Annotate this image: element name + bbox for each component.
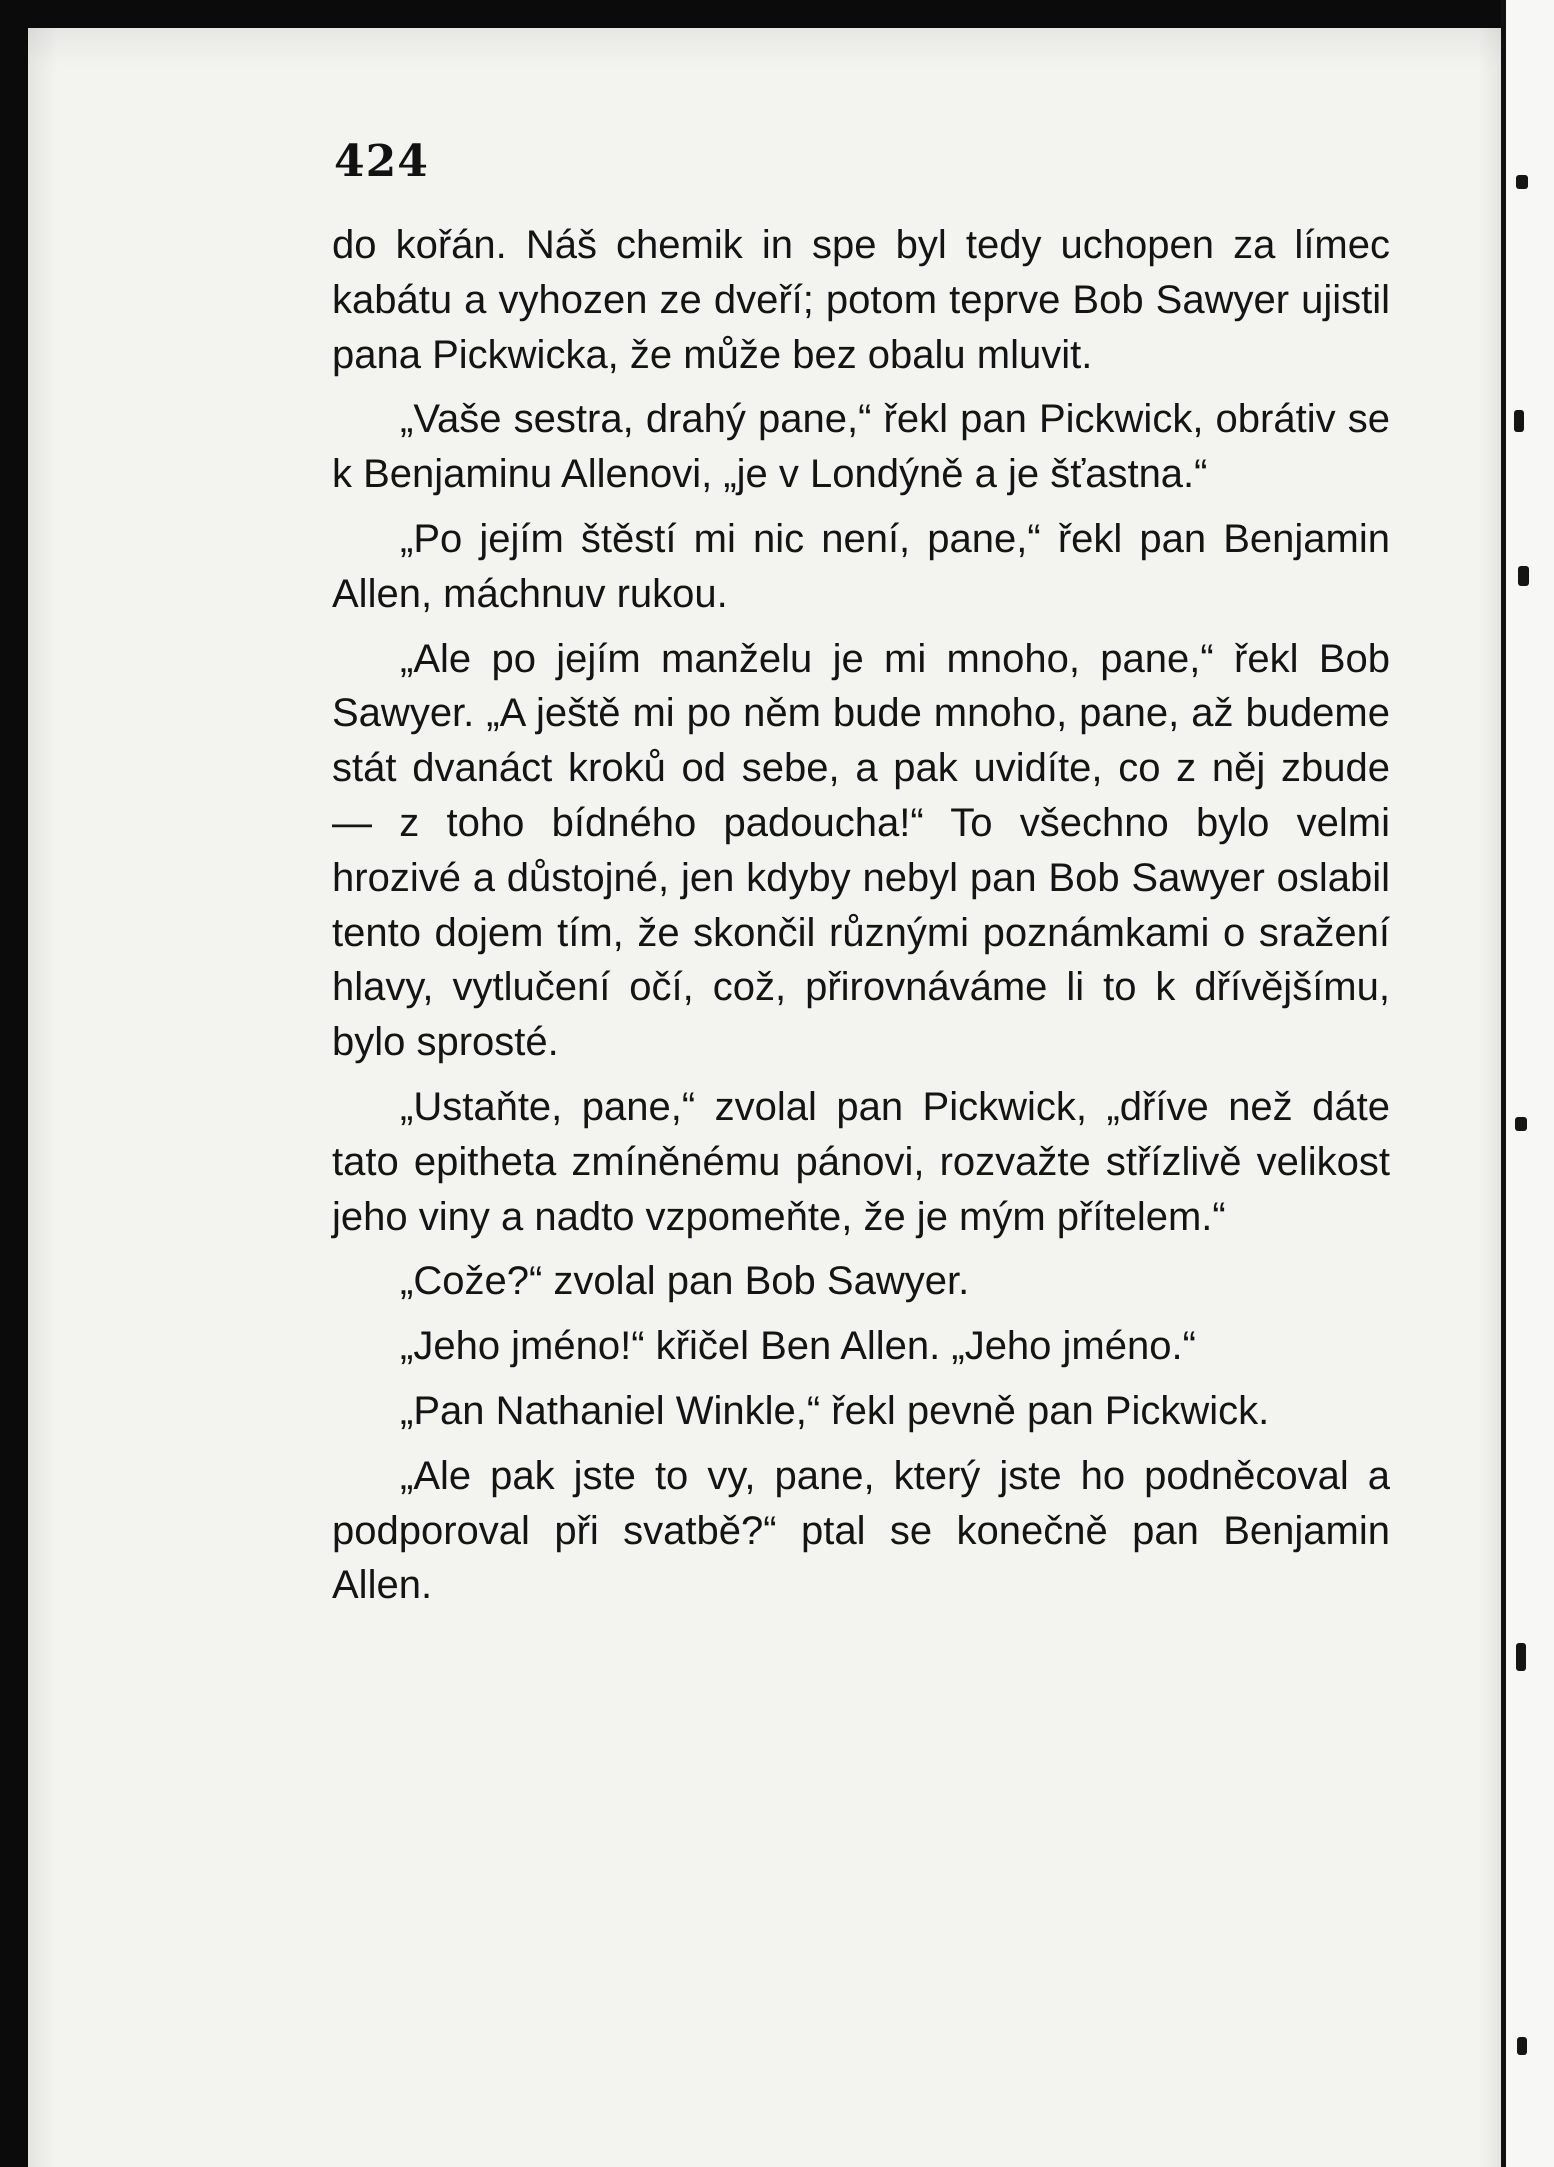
paragraph: „Ale pak jste to vy, pane, který jste ho podněcoval a podporoval při svatbě?“ ptal se konečně pan Benjamin Allen.: [332, 1453, 1390, 1608]
paragraph: do kořán. Náš chemik in spe byl tedy uchopen za límec kabátu a vyhozen ze dveří; potom teprve Bob Sawyer ujistil pana Pickwicka, že může bez obalu mluvit.: [332, 223, 1390, 377]
paragraph: „Ustaňte, pane,“ zvolal pan Pickwick, „dříve než dáte tato epitheta zmíněnému pánovi, rozvažte střízlivě velikost jeho viny a nadto vzpomeňte, že je mým přítelem.“: [332, 1084, 1390, 1239]
paragraph: „Vaše sestra, drahý pane,“ řekl pan Pickwick, obrátiv se k Benjaminu Allenovi, „je v Londýně a je šťastna.“: [332, 397, 1390, 497]
paragraph: „Po jejím štěstí mi nic není, pane,“ řekl pan Benjamin Allen, máchnuv rukou.: [332, 516, 1390, 616]
ink-speck: [1516, 1643, 1526, 1671]
ink-speck: [1514, 410, 1524, 432]
paper-sheet: [28, 28, 1518, 2167]
page-number: 424: [334, 136, 429, 187]
ink-speck: [1518, 566, 1529, 586]
paragraph: „Cože?“ zvolal pan Bob Sawyer.: [400, 1259, 970, 1304]
page-body-text: [332, 218, 1390, 1623]
ink-speck: [1516, 175, 1528, 189]
paragraph: „Ale po jejím manželu je mi mnoho, pane,“ řekl Bob Sawyer. „A ještě mi po něm bude mnoho, pane, až budeme stát dvanáct kroků od sebe, a pak uvidíte, co z něj zbude — z toho bídného padoucha!“ To všechno bylo velmi hrozivé a důstojné, jen kdyby nebyl pan Bob Sawyer oslabil tento dojem tím, že skončil různými poznámkami o sražení hlavy, vytlučení očí, což, přirovnáváme li to k dřívějšímu, bylo sprosté.: [332, 636, 1390, 1065]
paragraph: „Jeho jméno!“ křičel Ben Allen. „Jeho jméno.“: [400, 1324, 1196, 1369]
ink-speck: [1515, 1117, 1527, 1131]
paragraph: „Pan Nathaniel Winkle,“ řekl pevně pan Pickwick.: [400, 1388, 1270, 1433]
next-page-edge: [1501, 0, 1554, 2167]
ink-speck: [1517, 2037, 1527, 2055]
